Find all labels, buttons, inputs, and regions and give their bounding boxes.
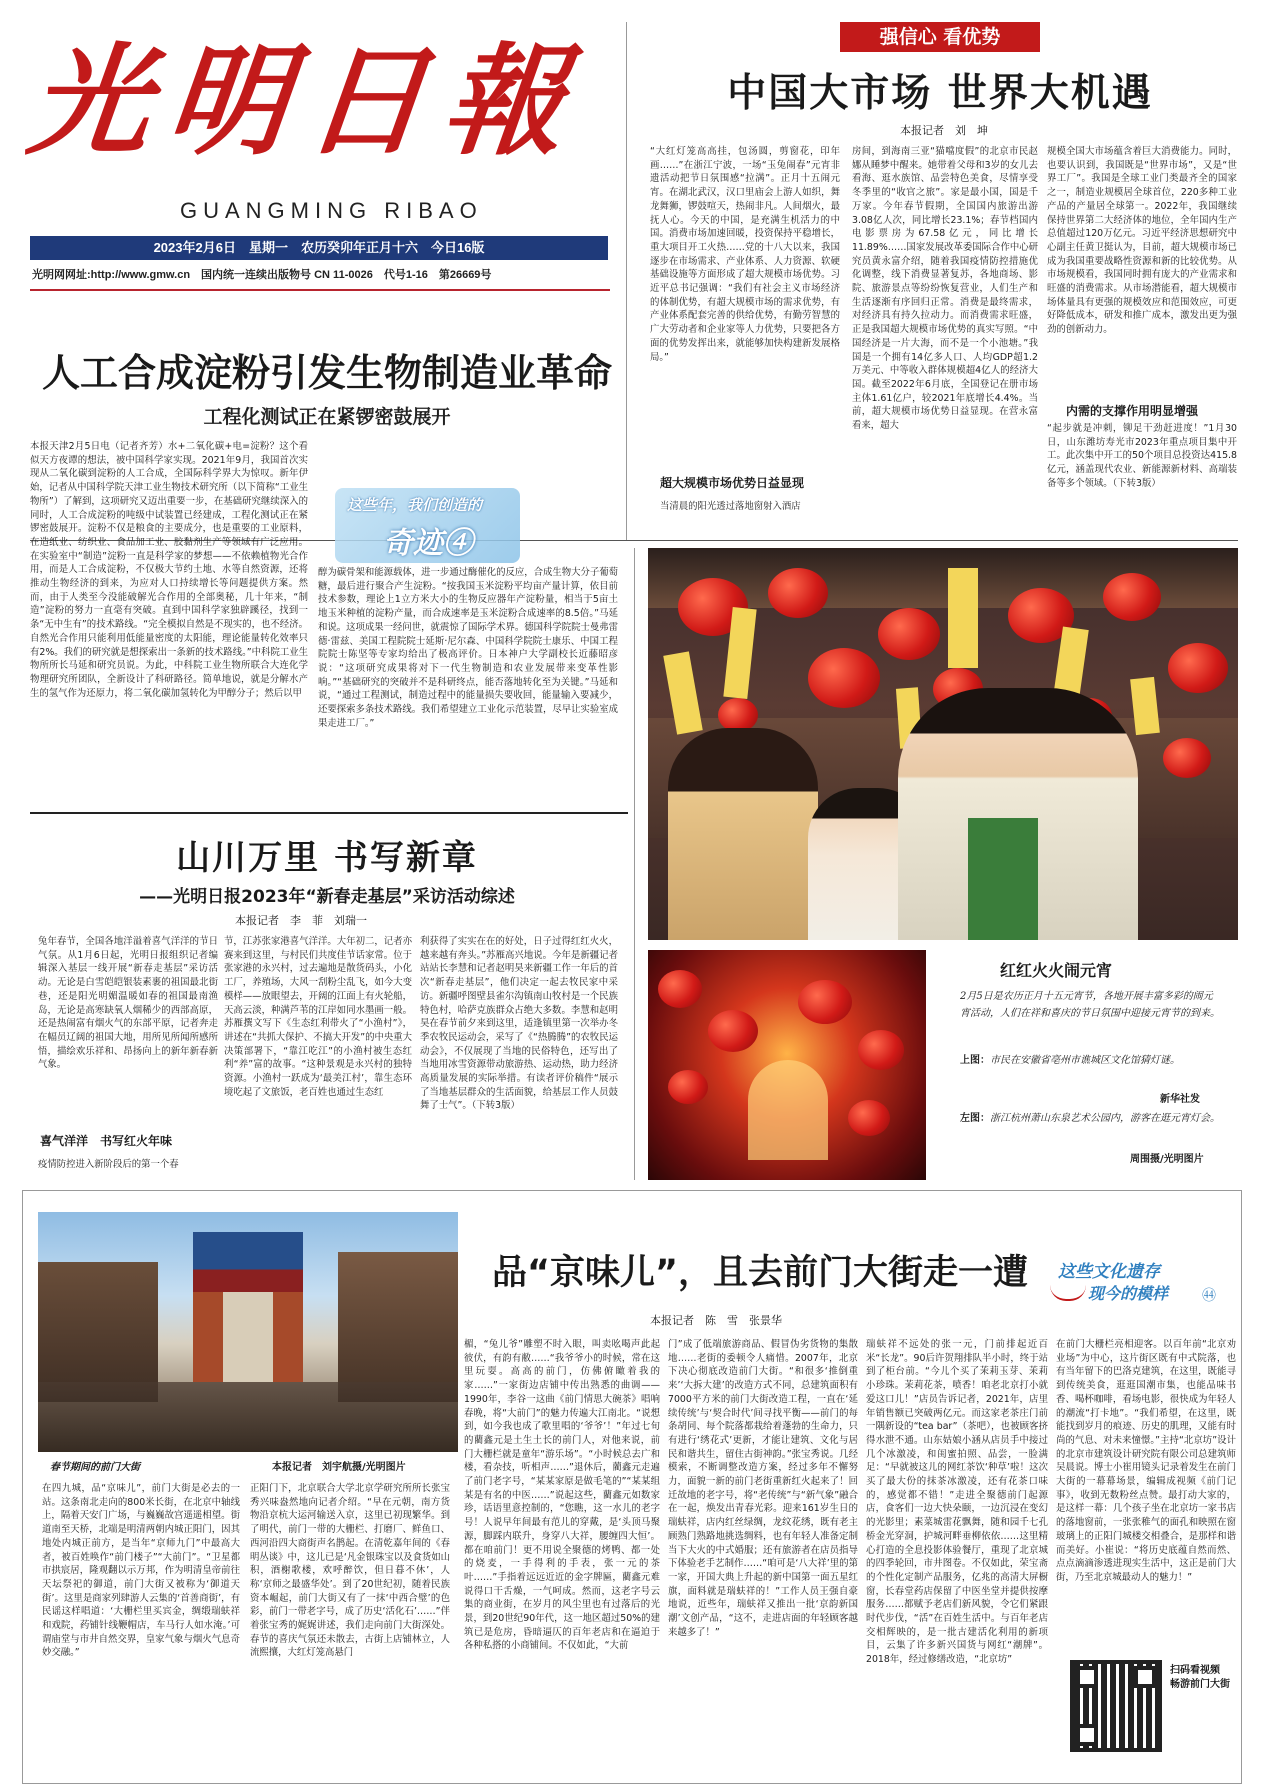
- photo-caption-title: 红红火火闹元宵: [1000, 961, 1113, 980]
- grassroots-col2: 节，江苏张家港喜气洋洋。大年初二，记者亦赛来到这里，与村民们共度佳节话家常。位于张家港的永兴村，过去遍地是散货码头，小化工厂，养殖场，大风一刮粉尘乱飞，如今大变模样——放眼望去，开阔的江面上有火轮船，天高云淡，种满芦苇的江岸如同水墨画一般。苏雁撰文写下《生态红利带火了“小渔村”》，讲述在“共抓大保护、不搞大开发”的中央重大决策部署下，“靠江吃江”的小渔村被生态红利“养”富的故事。“这种景观是永兴村的独特资源。小渔村一跃成为‘最美江村’，靠生态环境吃起了文旅饭，老百姓也通过生态红: [224, 936, 412, 1098]
- grassroots-byline: 本报记者 李 菲 刘瑞一: [235, 914, 367, 927]
- series-badge-top: 这些年，我们创造的: [347, 496, 483, 514]
- crowd: [38, 1382, 458, 1452]
- series-logo: [1050, 1255, 1230, 1315]
- masthead-rule: [30, 289, 610, 291]
- lantern-icon: [1168, 643, 1228, 693]
- top-story-col2: 房间，到海南三亚“猫噹度假”的北京市民赵娜从睡梦中醒来。她带着父母和3岁的女儿去看海、逛水族馆、品尝特色美食，尽情享受冬季里的“收官之旅”。家是最小国，国是千万家。今年春节假期，全国国内旅游出游3.08亿人次，同比增长23.1%；春节档国内电影票房为67.58亿元，同比增长11.89%……国家发展改革委国际合作中心研究员黄永富介绍，随着我国疫情防控措施优化调整，线下消费显著复苏，各地商场、影院、旅游景点等纷纷恢复营业，人们生产和生活逐渐有序回归正常。消费是最终需求，对经济具有持久拉动力。而消费需求旺盛，正是我国超大规模市场优势的真实写照。“中国经济是一片大海，而不是一个小池塘。”我国是一个拥有14亿多人口、人均GDP超1.2万美元、中等收入群体规模超4亿人的经济大国。截至2022年6月底，全国登记在册市场主体1.61亿户，较2021年底增长4.4%。当前，超大规模市场优势日益显现。在营永富看来，超大: [852, 146, 1038, 432]
- riddle-card-icon: [948, 568, 978, 668]
- qianmen-photo-caption: 春节期间的前门大街: [50, 1462, 140, 1473]
- photo-caption-body: 2月5日是农历正月十五元宵节，各地开展丰富多彩的闹元宵活动，人们在祥和喜庆的节日氛围中迎接元宵节的到来。: [960, 991, 1220, 1019]
- lantern-icon: [718, 698, 758, 732]
- grassroots-title: 山川万里 书写新章: [176, 838, 478, 878]
- photo-caption-left-credit: 周围摄/光明图片: [1130, 1154, 1204, 1165]
- lantern-icon: [658, 970, 702, 1008]
- lantern-icon: [668, 1070, 708, 1104]
- jingwei-col2: 正阳门下，北京联合大学北京学研究所所长张宝秀兴味盎然地向记者介绍。“早在元朝，南方货物沿京杭大运河输送入京，这里已初现繁华。到了明代，前门一带的大栅栏、打磨厂、鲜鱼口、西河沿四大商街声名鹊起。在清乾嘉年间的《春明丛谈》中，这儿已是‘凡金银珠宝以及食货如山积，酒榭歌楼，欢呼醉饮，但日暮不休’，人称‘京师之最盛华处’。到了20世纪初，随着民族资本崛起，前门大街又有了一抹‘中西合璧’的色彩，前门一带老字号，成了历史‘活化石’……”伴着张宝秀的娓娓讲述，我们走向前门大街深处。春节的喜庆气氛还未散去，古街上店铺林立，人流熙攘，大红灯笼高悬门: [250, 1483, 450, 1659]
- jingwei-col6: 在前门大栅栏亮相迎客。以百年前“北京劝业场”为中心，这片街区既有中式院落，也有当年留下的巴洛克建筑，在这里，既能寻到传统美食，逛逛国潮市集，也能品味书香、喝杯咖啡，看场电影，很快成为年轻人的潮流“打卡地”。“我们希望，在这里，既能找到岁月的痕迹、历史的肌理，又能有时尚的气息、对未来憧憬。”主持“北京坊”设计的北京市建筑设计研究院有限公司总建筑师吴晨说。博士小崔用镜头记录着发生在前门大街的一幕幕场景，编辑成视频《前门记事》，收到无数粉丝点赞。最打动大家的，是这样一幕：几个孩子坐在北京坊一家书店的落地窗前，一张张稚气的面孔和映照在窗玻璃上的正阳门城楼交相叠合，是那样和谐而美好。小崔说：“将历史底蕴自然而然、点点滴滴渗透进现实生活中，这正是前门大街，乃至北京城最动人的魅力！”: [1056, 1339, 1236, 1583]
- series-logo-top: 这些文化遗存: [1058, 1262, 1160, 1282]
- woman-left-figure: [668, 728, 818, 940]
- photo-caption-top-credit: 新华社发: [1160, 1094, 1200, 1105]
- lantern-icon: [878, 608, 940, 660]
- lantern-icon: [768, 568, 828, 618]
- lantern-fair-photo: [648, 950, 926, 1180]
- lantern-icon: [798, 980, 852, 1024]
- publication-info: 光明网网址:http://www.gmw.cn 国内统一连续出版物号 CN 11-0026 代号1-16 第26669号: [32, 269, 492, 281]
- top-story-col3: 规模全国大市场蕴含着巨大消费能力。同时，也要认识到，我国既是“世界市场”，又是“世界工厂”。我国是全球工业门类最齐全的国家之一，制造业规模居全球首位，220多种工业产品的产量居全球第一。2022年，我国继续保持世界第二大经济体的地位，全年国内生产总值超过120万亿元。习近平经济思想研究中心副主任黄卫挺认为，目前，超大规模市场已成为我国重要战略性资源和新的比较优势。从市场规模看，我国同时拥有庞大的产业需求和旺盛的消费需求。从市场潜能看，超大规模市场体量具有更强的规模效应和范围效应，可更好降低成本，研发和推广成本，激发出更为强劲的创新动力。: [1047, 146, 1237, 336]
- left-shop-building: [38, 1262, 158, 1402]
- jingwei-col5: 瑞蚨祥不远处的张一元，门前排起近百米“长龙”。90后许贺翔排队半小时，终于站到了柜台前。“今儿个买了茉莉玉芽、茉莉小珍珠。茉莉花茶，喷香！咱老北京打小就爱这口儿！”店员告诉记者，2021年，店里年销售额已突破两亿元。而这家老茶庄门前一隅新设的“tea bar”（茶吧），也被顾客挤得水泄不通。山东姑娘小涵从店员手中接过几个冰激凌，和闺蜜拍照、品尝，一脸满足：“早就被这儿的网红茶饮‘种草’啦！这次买了最大份的抹茶冰激凌，还有花茶口味的，感觉都不错！”走进全聚德前门起源店，食客们一边大快朵颐，一边沉浸在变幻的光影里；素菜城雷花飘舞，随和园千七孔桥金光穿洞，护城河畔垂柳依依……这里精心打造的全息投影体验餐厅，重现了北京城的四季轮回，市井图卷。不仅如此，荣宝斋的个性化定制产品服务，亿兆的高清大屏橱窗，长春堂药店保留了中医坐堂并提供按摩服务……都赋予老店们新风貌，令它们紧跟时代步伐，“活”在百姓生活中。与百年老店交相辉映的，是一批古建活化利用的新项目，云集了许多新兴国货与网红“潮牌”。2018年，经过修缮改造，“北京坊”: [866, 1339, 1048, 1666]
- lantern-icon: [1163, 738, 1211, 778]
- jingwei-byline: 本报记者 陈 雪 张景华: [650, 1314, 782, 1327]
- top-story-col1: “大红灯笼高高挂，包汤圆，剪窗花，印年画……”在浙江宁波，一场“玉兔闹春”元宵非遗活动把节日氛围感“拉满”。正月十五闹元宵。在湖北武汉，汉口里庙会上游人如织，舞龙舞狮，锣鼓喧天，热闹非凡。人间烟火，最抚人心。今天的中国，是充满生机活力的中国。消费市场加速回暖，投资保持平稳增长，重大项目开工火热……党的十八大以来，我国逐步在市场需求、产业体系、人力资源、软硬基础设施等方面形成了超大规模市场优势。习近平总书记强调：“我们有社会主义市场经济的体制优势，有超大规模市场的需求优势，有产业体系配套完善的供给优势，有勤劳智慧的广大劳动者和企业家等人力优势，只要把各方面的优势发挥出来，就能够加快构建新发展格局。”: [650, 146, 840, 363]
- qianmen-photo-credit: 本报记者 刘宇航摄/光明图片: [272, 1462, 406, 1473]
- starch-title: 人工合成淀粉引发生物制造业革命: [41, 351, 612, 395]
- lantern-icon: [708, 1010, 758, 1052]
- qr-corner: [1134, 1666, 1156, 1688]
- starch-col2: 醇为碳骨架和能源载体，进一步通过酶催化的反应，合成生物大分子葡萄糖，最后进行聚合产生淀粉。“按我国玉米淀粉平均亩产量计算，依目前技术参数，理论上1立方米大小的生物反应器年产淀粉量，相当于5亩土地玉米种植的淀粉产量，而合成速率是玉米淀粉合成速率的8.5倍。”马延和说。这项成果一经问世，就震惊了国际学术界。德国科学院院士曼弗雷德·雷兹、美国工程院院士延斯·尼尔森、中国科学院院士康乐、中国工程院院士陈坚等专家均给出了极高评价。日本神户大学副校长近藤昭彦说：“这项研究成果将对下一代生物制造和农业发展带来变革性影响。”“基础研究的突破并不是科研终点，能否落地转化至为关键。”马延和说，“通过工程测试，制造过程中的能量损失要收回，能量输入要减少，还要探索多条技术路线。我们希望建立工业化示范装置，尽早让实验室成果走进工厂。”: [318, 567, 618, 729]
- grassroots-subtitle: ——光明日报2023年“新春走基层”采访活动综述: [139, 887, 515, 907]
- date-line: 2023年2月6日 星期一 农历癸卯年正月十六 今日16版: [153, 240, 485, 255]
- lantern-riddle-photo: [648, 548, 1238, 940]
- starch-subtitle: 工程化测试正在紧锣密鼓展开: [203, 406, 451, 428]
- starch-col1: 本报天津2月5日电（记者齐芳）水+二氧化碳+电=淀粉？这个看似天方夜谭的想法，被中国科学家实现。2021年9月，我国首次实现从二氧化碳到淀粉的人工合成，全国际科学界大为惊叹。新年伊始，记者从中国科学院天津工业生物技术研究所（以下简称“工业生物所”）了解到，这项研究又迈出重要一步，在基础研究继续深入的同时，人工合成淀粉的吨级中试装置已经建成，工程化测试正在紧锣密鼓展开。淀粉不仅是粮食的主要成分，也是重要的工业原料，在造纸业、纺织业、食品加工业、胶黏剂生产等领域有广泛应用。在实验室中“制造”淀粉一直是科学家的梦想——不依赖植物光合作用，而是人工合成淀粉，不仅极大节约土地、水等自然资源，还将推动生物经济的到来，为应对人口持续增长等问题提供方案。然而，由于人类至今没能破解光合作用的全部奥秘，几十年来，“制造”淀粉的努力一直毫有突破。直到中国科学家独辟蹊径，找到一条“无中生有”的技术路线。“完全模拟自然是不现实的，也不经济。自然光合作用只能利用低能量密度的太阳能，理论能量转化效率只有2%。我们的研究就是想探索出一条新的技术路线。”中科院工业生物所所长马延和研究员说。为此，中科院工业生物所联合大连化学物理研究所团队，全新设计了科研路径。简单地说，就是分解水产生的氢气作为还原力，将二氧化碳加氢转化为甲醇分子；然后以甲: [30, 441, 308, 699]
- qr-corner: [1076, 1724, 1098, 1746]
- qr-code-icon[interactable]: [1070, 1660, 1162, 1752]
- qr-corner: [1076, 1666, 1098, 1688]
- top-story-subhead-1: 超大规模市场优势日益显现: [660, 476, 805, 490]
- masthead: [22, 22, 610, 262]
- top-story-col1-tail: 当清晨的阳光透过落地窗射入酒店: [660, 501, 801, 512]
- lantern-icon: [848, 1100, 890, 1136]
- series-logo-number: ㊹: [1202, 1288, 1216, 1304]
- top-story-kicker: [840, 22, 1040, 52]
- top-story-byline: 本报记者 刘 坤: [900, 124, 988, 137]
- jingwei-col1: 在四九城，品“京味儿”，前门大街是必去的一站。这条南北走向的800米长街，在北京中轴线上，隔着天安门广场，与巍巍故宫遥遥相望。街道南至天桥，北端是明清两朝内城正阳门，因其地处内城正前方，是当年“京师九门”中最高大者，被百姓唤作“前门楼子”“大前门”。“卫星都市拱宸居，隆观翻以示万邦，作为明清皇帝前往天坛祭祀的御道，前门大街又被称为‘御道天街’。这里是商家列肆游人云集的‘首善商街’，有民谣这样唱道：‘大栅栏里买宾金，绸缎瑞蚨祥和戏院，药铺针线鞭帽店，车马行人如水淹。’可谓庙堂与市井自然交界，皇家气象与烟火气息奇妙交融。”: [42, 1483, 240, 1659]
- masthead-pinyin: GUANGMING RIBAO: [180, 198, 483, 223]
- photo-caption-top: [960, 1052, 1220, 1069]
- top-desc: 市民在安徽省亳州市谯城区文化馆猜灯谜。: [990, 1055, 1180, 1066]
- qr-label: 扫码看视频 畅游前门大街: [1170, 1665, 1230, 1690]
- jingwei-col4: 门”成了低端旅游商品、假冒伪劣货物的集散地……老街的委顿令人痛惜。2007年，北京下决心彻底改造前门大街。“和很多‘推倒重来’‘大拆大建’的改造方式不同，总建筑面积有7000平方米的前门大街改造工程，一直在‘延续传统’与‘契合时代’间寻找平衡——前门的每条胡同、每个院落都栽给着蓬勃的生命力，只有进行‘绣花式’更新，才能让建筑、文化与居民和谐共生，留住古街神韵。”张宝秀说。几经模索，不断调整改造方案，经过多年不懈努力，面貌一新的前门老街重新红火起来了！回迁故地的老字号，将“老传统”与“新气象”融合在一起，焕发出青春光彩。迎来161岁生日的瑞蚨祥，店内红丝绿绸，龙纹花绣，既有老主顾熟门熟路地挑选绸料，也有年轻人准备定制当下大火的中式婚服；还有旅游者在店员指导下体验老手艺制作……“咱可是‘八大祥’里的第一家，开国大典上升起的新中国第一面五星红旗，面料就是瑞蚨祥的！”工作人员王强自豪地说，近些年，瑞蚨祥又推出一批‘京韵新国潮’文创产品，“这不，走进店面的年轻顾客越来越多了！”: [668, 1339, 858, 1638]
- newspaper-logo: 光明日報: [22, 31, 590, 172]
- wave-icon: [1050, 1285, 1086, 1301]
- grassroots-col3: 利获得了实实在在的好处，日子过得红红火火，越来越有奔头。”苏雁高兴地说。今年是新疆记者站站长李慧和记者赵明昊来新疆工作一年后的首次“新春走基层”，他们决定一起去牧民家中采访。新疆呼图壁县雀尔沟镇南山牧村是一个民族特色村，哈萨克族群众占绝大多数。李慧和赵明昊在春节前夕来到这里，适逢镇里第一次举办冬季农牧民运动会，采写了《“热腾腾”的农牧民运动会》，不仅展现了当地的民俗特色，还写出了当地用冰雪资源带动旅游热、运动热，助力经济高质量发展的实际举措。有读者评价稿件“展示了当地基层群众的生活面貌，给基层工作人员鼓舞了士气”。（下转3版）: [420, 936, 618, 1112]
- archway-opening: [223, 1292, 273, 1382]
- series-badge: [335, 488, 520, 563]
- grassroots-col1: 兔年春节，全国各地洋溢着喜气洋洋的节日气氛。从1月6日起，光明日报组织记者编辑深入基层一线开展“新春走基层”采访活动。无论是白雪皑皑银装素裹的祖国最北街巷，还是阳光明媚温暖如春的祖国最南渔岛，无论是高寒缺氧人烟稀少的西部高原，还是热闹富有烟火气的东部平原，记者奔走在幅员辽阔的祖国大地，用所见所闻所感所悟，描绘欢乐祥和、昂扬向上的新年新春新气象。: [38, 936, 218, 1071]
- starch-rule: [30, 812, 628, 814]
- jingwei-title: 品“京味儿”，且去前门大街走一遭: [491, 1253, 1028, 1293]
- top-story-col3-tail: “起步就是冲刺，铆足干劲赶进度！”1月30日，山东潍坊寿光市2023年重点项目集中开工。此次集中开工的50个项目总投资达415.8亿元，涵盖现代农业、新能源新材料、高端装备等多个领域。（下转3版）: [1047, 423, 1237, 489]
- grassroots-col1-tail: 疫情防控进入新阶段后的第一个春: [38, 1159, 179, 1170]
- column-divider: [634, 548, 635, 1180]
- lantern-icon: [1103, 573, 1161, 621]
- riddle-card-icon: [1130, 677, 1160, 735]
- grassroots-subhead: 喜气洋洋 书写红火年味: [40, 1134, 173, 1148]
- qianmen-street-photo: [38, 1212, 458, 1452]
- top-story-title: 中国大市场 世界大机遇: [727, 71, 1153, 116]
- jingwei-col3: 楣，“兔儿爷”雕塑不时入眼，叫卖吆喝声此起彼伏，有韵有敝……“我爷爷小的时候，常在这里玩耍。高高的前门，仿佛俯瞰着我的家……”一家街边店铺中传出熟悉的曲调——1990年，李谷一这曲《前门情思大碗茶》唱响春晚，将“大前门”的魅力传遍大江南北。“说想到，如今我也成了歌里唱的‘爷爷’！”年过七旬的藺鑫元是土生土长的前门人，对他来说，前门大栅栏就是童年“游乐场”。“小时候总去广和楼，看杂技，听相声……”退休后，藺鑫元走遍了前门老字号，“某某家原是做毛笔的”“某某组某是有名的中医……”说起这些，藺鑫元如数家珍，话语里意控制的，“您瞧，这一水儿的老字号！人说早年间最有范儿的穿戴，是‘头顶马聚源，脚踩内联升，身穿八大祥，腰缠四大恒’。都在咱前门！更不用说全聚德的烤鸭、都一处的烧麦，一手得利的手表，张一元的茶叶……”手指着远远近近的金字牌匾，藺鑫元难说得口干舌燥，一气呵成。然而，这老字号云集的商业街，在岁月的风尘里也有过落后的光景，到20世纪90年代，这一地区超过50%的建筑已是危房，昏暗逼仄的百年老店和在逼迫于各种私搭的小商铺间。不仅如此，“大前: [464, 1339, 660, 1652]
- top-label: 上图：: [960, 1055, 990, 1066]
- top-story-subhead-2: 内需的支撑作用明显增强: [1066, 404, 1199, 418]
- series-badge-main: 奇迹④: [383, 526, 473, 561]
- left-label: 左图：: [960, 1113, 990, 1124]
- left-desc: 浙江杭州萧山东泉艺术公园内，游客在逛元宵灯会。: [990, 1113, 1220, 1124]
- kicker-text: 强信心 看优势: [879, 26, 1001, 48]
- right-shop-building: [338, 1252, 458, 1402]
- green-sweater: [968, 818, 1038, 940]
- photo-caption-left: [960, 1110, 1220, 1127]
- column-divider: [626, 22, 627, 540]
- series-logo-bottom: 现今的模样: [1088, 1284, 1169, 1303]
- arch-light-icon: [748, 1060, 828, 1160]
- lantern-icon: [808, 648, 880, 708]
- lantern-icon: [858, 1030, 904, 1070]
